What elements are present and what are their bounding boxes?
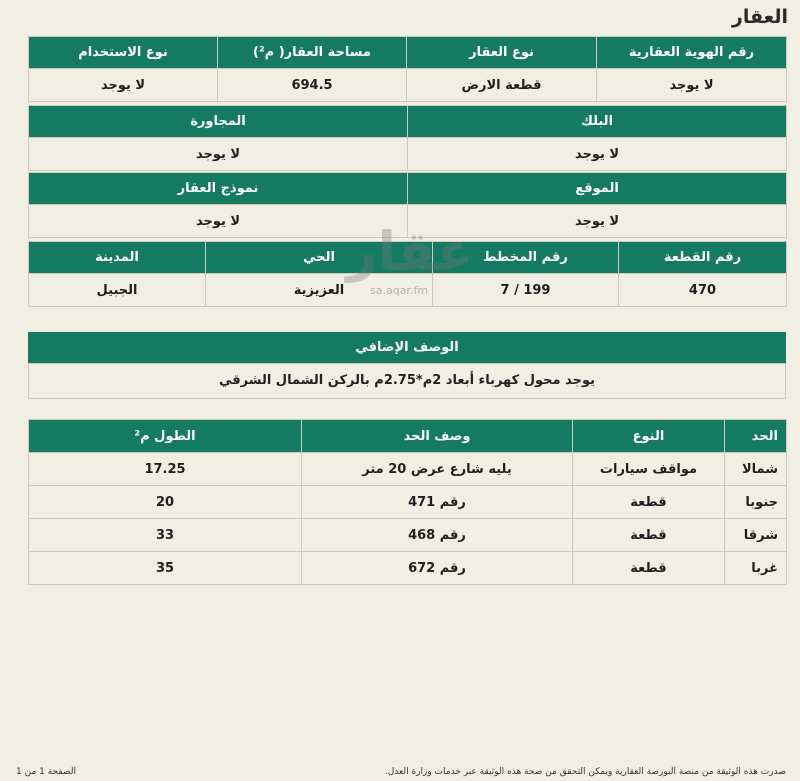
boundary-description: رقم 672 [302, 552, 573, 585]
property-info-table-1 [28, 36, 787, 102]
value-property-model: لا يوجد [29, 205, 408, 238]
additional-description-title: الوصف الإضافي [28, 332, 786, 363]
boundary-direction: غربا [725, 552, 787, 585]
header-block: البلك [408, 106, 787, 138]
value-plan-number: 7 / 199 [433, 274, 619, 307]
boundary-type: قطعة [573, 486, 725, 519]
header-plot-number: رقم القطعة [619, 242, 787, 274]
header-boundary-length: الطول م² [29, 420, 302, 453]
header-property-id: رقم الهوية العقارية [597, 37, 787, 69]
section-title: العقار [731, 6, 788, 28]
boundary-description: رقم 471 [302, 486, 573, 519]
header-boundary: الحد [725, 420, 787, 453]
value-block: لا يوجد [408, 138, 787, 171]
header-neighborhood-unit: المجاورة [29, 106, 408, 138]
property-info-table-2 [28, 105, 787, 171]
boundary-type: قطعة [573, 519, 725, 552]
footer-disclaimer: صدرت هذه الوثيقة من منصة البورصة العقارية ويمكن التحقق من صحة هذه الوثيقة عبر خدمات وزارة العدل. [384, 767, 786, 777]
header-district: الحي [206, 242, 433, 274]
header-city: المدينة [29, 242, 206, 274]
table-row [29, 453, 787, 486]
header-property-type: نوع العقار [407, 37, 597, 69]
header-property-model: نموذج العقار [29, 173, 408, 205]
boundaries-table [28, 419, 787, 585]
value-usage-type: لا يوجد [29, 69, 218, 102]
watermark-logo: عقار [346, 220, 474, 283]
table-row [29, 552, 787, 585]
property-info-table-3 [28, 172, 787, 238]
additional-description-text: يوجد محول كهرباء أبعاد 2م*2.75م بالركن الشمال الشرقي [28, 363, 786, 399]
boundary-type: قطعة [573, 552, 725, 585]
header-boundary-type: النوع [573, 420, 725, 453]
boundary-direction: جنوبا [725, 486, 787, 519]
table-row [29, 519, 787, 552]
value-city: الجبيل [29, 274, 206, 307]
header-plan-number: رقم المخطط [433, 242, 619, 274]
boundary-direction: شرقا [725, 519, 787, 552]
value-plot-number: 470 [619, 274, 787, 307]
boundary-direction: شمالا [725, 453, 787, 486]
header-usage-type: نوع الاستخدام [29, 37, 218, 69]
boundary-description: رقم 468 [302, 519, 573, 552]
boundary-length: 17.25 [29, 453, 302, 486]
header-boundary-description: وصف الحد [302, 420, 573, 453]
table-row [29, 486, 787, 519]
boundary-length: 33 [29, 519, 302, 552]
boundary-length: 35 [29, 552, 302, 585]
boundary-length: 20 [29, 486, 302, 519]
boundary-type: مواقف سيارات [573, 453, 725, 486]
value-location: لا يوجد [408, 205, 787, 238]
value-property-id: لا يوجد [597, 69, 787, 102]
page-number: الصفحة 1 من 1 [16, 767, 76, 777]
value-property-type: قطعة الارض [407, 69, 597, 102]
value-district: العزيزية [206, 274, 433, 307]
property-info-table-4 [28, 241, 787, 307]
watermark-url: sa.aqar.fm [370, 284, 429, 297]
header-location: الموقع [408, 173, 787, 205]
header-property-area: مساحة العقار( م²) [218, 37, 407, 69]
value-property-area: 694.5 [218, 69, 407, 102]
value-neighborhood-unit: لا يوجد [29, 138, 408, 171]
boundary-description: يليه شارع عرض 20 متر [302, 453, 573, 486]
